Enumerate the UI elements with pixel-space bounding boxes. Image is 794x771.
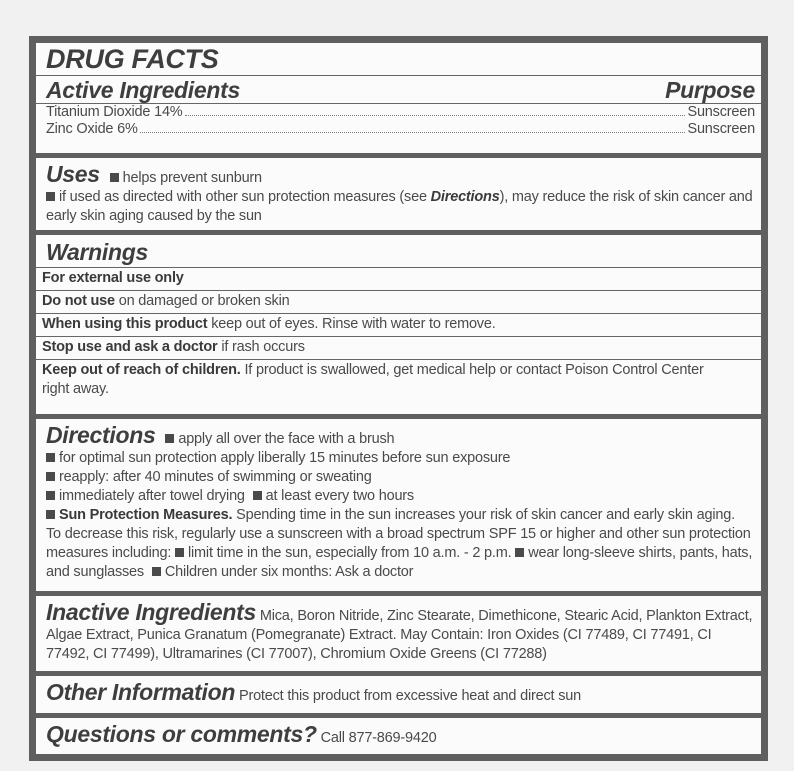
uses-item-2a: if used as directed with other sun protection measures (see xyxy=(59,189,431,205)
sun-protection-label: Sun Protection Measures. xyxy=(59,507,233,523)
directions-text xyxy=(46,423,753,582)
directions-heading: Directions xyxy=(46,422,156,448)
warnings-heading: Warnings xyxy=(46,239,148,265)
other-information-section xyxy=(36,676,761,713)
ingredient-row xyxy=(46,121,755,138)
uses-section xyxy=(36,158,761,230)
bullet-icon xyxy=(46,510,55,519)
drug-facts-title: DRUG FACTS xyxy=(46,44,219,74)
uses-item-1: helps prevent sunburn xyxy=(122,170,262,186)
ingredient-row xyxy=(46,104,755,121)
inactive-text xyxy=(46,600,753,664)
questions-heading: Questions or comments? xyxy=(46,721,317,747)
active-ingredients-heading: Active Ingredients xyxy=(46,77,240,103)
questions-section xyxy=(36,718,761,754)
inactive-ingredients-section xyxy=(36,596,761,671)
warning-label: When using this product xyxy=(42,316,208,332)
bullet-icon xyxy=(152,567,161,576)
bullet-icon xyxy=(110,173,119,182)
uses-item-2b: ), may reduce the risk of skin cancer and early skin aging caused by the sun xyxy=(46,189,753,224)
warning-external-label: For external use only xyxy=(42,270,184,286)
purpose-heading: Purpose xyxy=(665,77,755,103)
inactive-heading: Inactive Ingredients xyxy=(46,599,257,625)
sun-protection-text: Spending time in the sun increases your risk of skin cancer and early skin aging. To decrease this risk, regularly use a sunscreen with a broad spectrum SPF 15 or higher and other sun protection measures including: xyxy=(46,507,751,561)
questions-text xyxy=(46,722,753,748)
directions-section xyxy=(36,419,761,591)
directions-reference: Directions xyxy=(430,189,500,205)
uses-heading: Uses xyxy=(46,161,100,187)
warning-label: Do not use xyxy=(42,293,115,309)
warning-stop-use xyxy=(36,337,761,359)
leader-dots xyxy=(140,132,686,133)
inactive-ingredients-list: Mica, Boron Nitride, Zinc Stearate, Dimethicone, Stearic Acid, Plankton Extract, Algae Extract, Punica Granatum (Pomegranate) Extract. May Contain: Iron Oxides (CI 77489, CI 77491, CI 77492, CI 77499), Ultramarines (CI 77007), Chromium Oxide Greens (CI 77288) xyxy=(46,608,753,662)
warning-text: If product is swallowed, get medical help or contact Poison Control Center right away. xyxy=(42,362,704,397)
warning-label: Keep out of reach of children. xyxy=(42,362,241,378)
warning-label: Stop use and ask a doctor xyxy=(42,339,218,355)
warning-text: if rash occurs xyxy=(217,339,305,355)
warnings-heading-wrap xyxy=(36,235,761,267)
sun-protection-bullet-1: limit time in the sun, especially from 10 a.m. - 2 p.m. xyxy=(188,545,512,561)
ingredient-name: Titanium Dioxide 14% xyxy=(46,104,183,120)
bullet-icon xyxy=(175,548,184,557)
bullet-icon xyxy=(515,548,524,557)
active-header-row xyxy=(46,78,755,102)
direction-3: reapply: after 40 minutes of swimming or sweating xyxy=(59,469,372,485)
warning-text: on damaged or broken skin xyxy=(114,293,290,309)
bullet-icon xyxy=(165,434,174,443)
bullet-icon xyxy=(46,192,55,201)
warning-keep-out xyxy=(36,360,761,401)
warning-text: keep out of eyes. Rinse with water to remove. xyxy=(207,316,496,332)
other-information-text: Protect this product from excessive heat and direct sun xyxy=(238,688,581,704)
direction-4a: immediately after towel drying xyxy=(59,488,245,504)
ingredient-purpose: Sunscreen xyxy=(687,121,755,137)
ingredient-name: Zinc Oxide 6% xyxy=(46,121,138,137)
direction-4b: at least every two hours xyxy=(265,488,414,504)
divider xyxy=(36,75,761,76)
uses-text xyxy=(46,162,755,226)
direction-2: for optimal sun protection apply liberally 15 minutes before sun exposure xyxy=(59,450,511,466)
warnings-section xyxy=(36,235,761,414)
bullet-icon xyxy=(253,491,262,500)
drug-facts-panel xyxy=(29,36,768,761)
warning-when-using xyxy=(36,314,761,336)
sun-protection-bullet-3: Children under six months: Ask a doctor xyxy=(164,564,414,580)
leader-dots xyxy=(185,115,686,116)
sun-protection-bullet-2: wear long-sleeve shirts, pants, hats, and sunglasses xyxy=(46,545,753,580)
other-text xyxy=(46,680,753,706)
active-ingredients-section xyxy=(36,43,761,153)
ingredient-purpose: Sunscreen xyxy=(687,104,755,120)
warning-do-not-use xyxy=(36,291,761,313)
warning-external xyxy=(36,268,761,290)
bullet-icon xyxy=(46,453,55,462)
other-information-heading: Other Information xyxy=(46,679,236,705)
questions-phone: Call 877-869-9420 xyxy=(320,730,437,746)
direction-1: apply all over the face with a brush xyxy=(178,431,395,447)
bullet-icon xyxy=(46,491,55,500)
bullet-icon xyxy=(46,472,55,481)
